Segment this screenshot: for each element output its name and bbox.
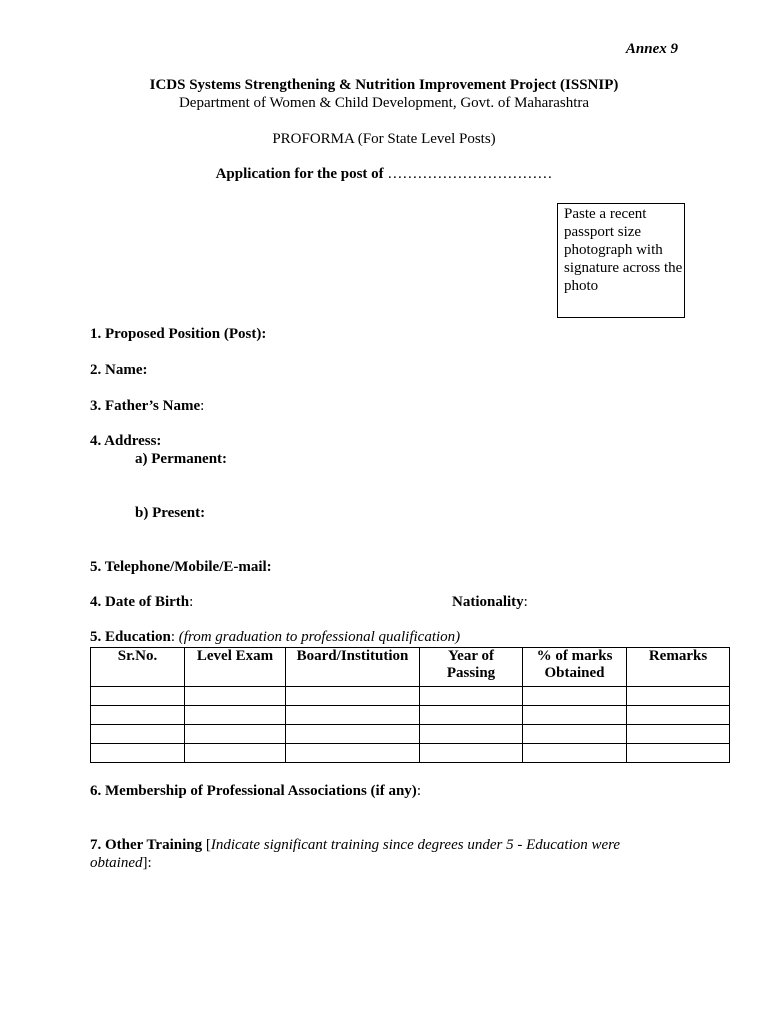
proforma-heading: PROFORMA (For State Level Posts)	[272, 131, 496, 147]
nationality-line	[452, 594, 528, 611]
education-label: 5. Education	[90, 629, 171, 645]
table-cell[interactable]	[185, 744, 286, 763]
father-name-line	[90, 398, 204, 415]
membership-colon: :	[416, 783, 421, 799]
table-cell[interactable]	[185, 687, 286, 706]
membership-label: 6. Membership of Professional Associations (if any)	[90, 783, 417, 799]
table-cell[interactable]	[523, 706, 627, 725]
table-row	[91, 725, 730, 744]
table-cell[interactable]	[185, 725, 286, 744]
table-cell[interactable]	[91, 725, 185, 744]
header-level-exam: Level Exam	[185, 648, 286, 687]
header-remarks: Remarks	[627, 648, 730, 687]
table-row	[91, 706, 730, 725]
table-cell[interactable]	[185, 706, 286, 725]
header-board-institution: Board/Institution	[286, 648, 420, 687]
table-cell[interactable]	[523, 687, 627, 706]
table-cell[interactable]	[627, 744, 730, 763]
table-cell[interactable]	[627, 706, 730, 725]
table-cell[interactable]	[627, 725, 730, 744]
table-cell[interactable]	[523, 744, 627, 763]
annex-label: Annex 9	[625, 41, 678, 57]
table-cell[interactable]	[420, 744, 523, 763]
table-row	[91, 744, 730, 763]
table-cell[interactable]	[286, 725, 420, 744]
header-year-of-passing: Year of Passing	[420, 648, 523, 687]
training-label: 7. Other Training	[90, 837, 203, 853]
table-cell[interactable]	[420, 725, 523, 744]
table-cell[interactable]	[420, 687, 523, 706]
nationality-label: Nationality	[452, 594, 524, 610]
education-table-header-row	[91, 648, 730, 687]
dob-colon: :	[189, 594, 194, 610]
table-cell[interactable]	[91, 687, 185, 706]
training-note-line1: Indicate significant training since degrees under 5 - Education were	[210, 837, 621, 853]
dob-label: 4. Date of Birth	[90, 594, 190, 610]
nationality-colon: :	[523, 594, 528, 610]
table-cell[interactable]	[91, 744, 185, 763]
table-cell[interactable]	[286, 744, 420, 763]
education-colon: :	[170, 629, 179, 645]
training-close-bracket: ]:	[142, 855, 152, 871]
permanent-address-label: a) Permanent:	[135, 451, 228, 467]
contact-label: 5. Telephone/Mobile/E-mail:	[90, 559, 272, 575]
address-label: 4. Address:	[90, 433, 162, 449]
photo-box: Paste a recent passport size photograph with signature across the photo	[557, 203, 685, 318]
project-title: ICDS Systems Strengthening & Nutrition Improvement Project (ISSNIP)	[149, 77, 619, 93]
table-cell[interactable]	[286, 687, 420, 706]
table-cell[interactable]	[420, 706, 523, 725]
education-table	[90, 647, 730, 763]
education-note: (from graduation to professional qualification)	[178, 629, 461, 645]
application-line	[0, 166, 768, 183]
table-cell[interactable]	[523, 725, 627, 744]
table-cell[interactable]	[286, 706, 420, 725]
proposed-position-label: 1. Proposed Position (Post):	[90, 326, 267, 342]
table-cell[interactable]	[91, 706, 185, 725]
education-line	[90, 629, 460, 646]
application-label: Application for the post of	[215, 166, 384, 182]
dob-line	[90, 594, 193, 611]
membership-line	[90, 783, 421, 800]
header-sr-no: Sr.No.	[91, 648, 185, 687]
application-dots: ……………………………	[383, 166, 553, 182]
training-note-line2: obtained	[90, 855, 143, 871]
header-percent-marks: % of marks Obtained	[523, 648, 627, 687]
father-name-label: 3. Father’s Name	[90, 398, 201, 414]
training-open-bracket: [	[202, 837, 211, 853]
present-address-label: b) Present:	[135, 505, 206, 521]
name-label: 2. Name:	[90, 362, 148, 378]
training-line-1	[90, 837, 620, 854]
table-cell[interactable]	[627, 687, 730, 706]
training-line-2	[90, 855, 152, 872]
father-name-colon: :	[200, 398, 205, 414]
department-name: Department of Women & Child Development, Govt. of Maharashtra	[178, 95, 590, 111]
table-row	[91, 687, 730, 706]
